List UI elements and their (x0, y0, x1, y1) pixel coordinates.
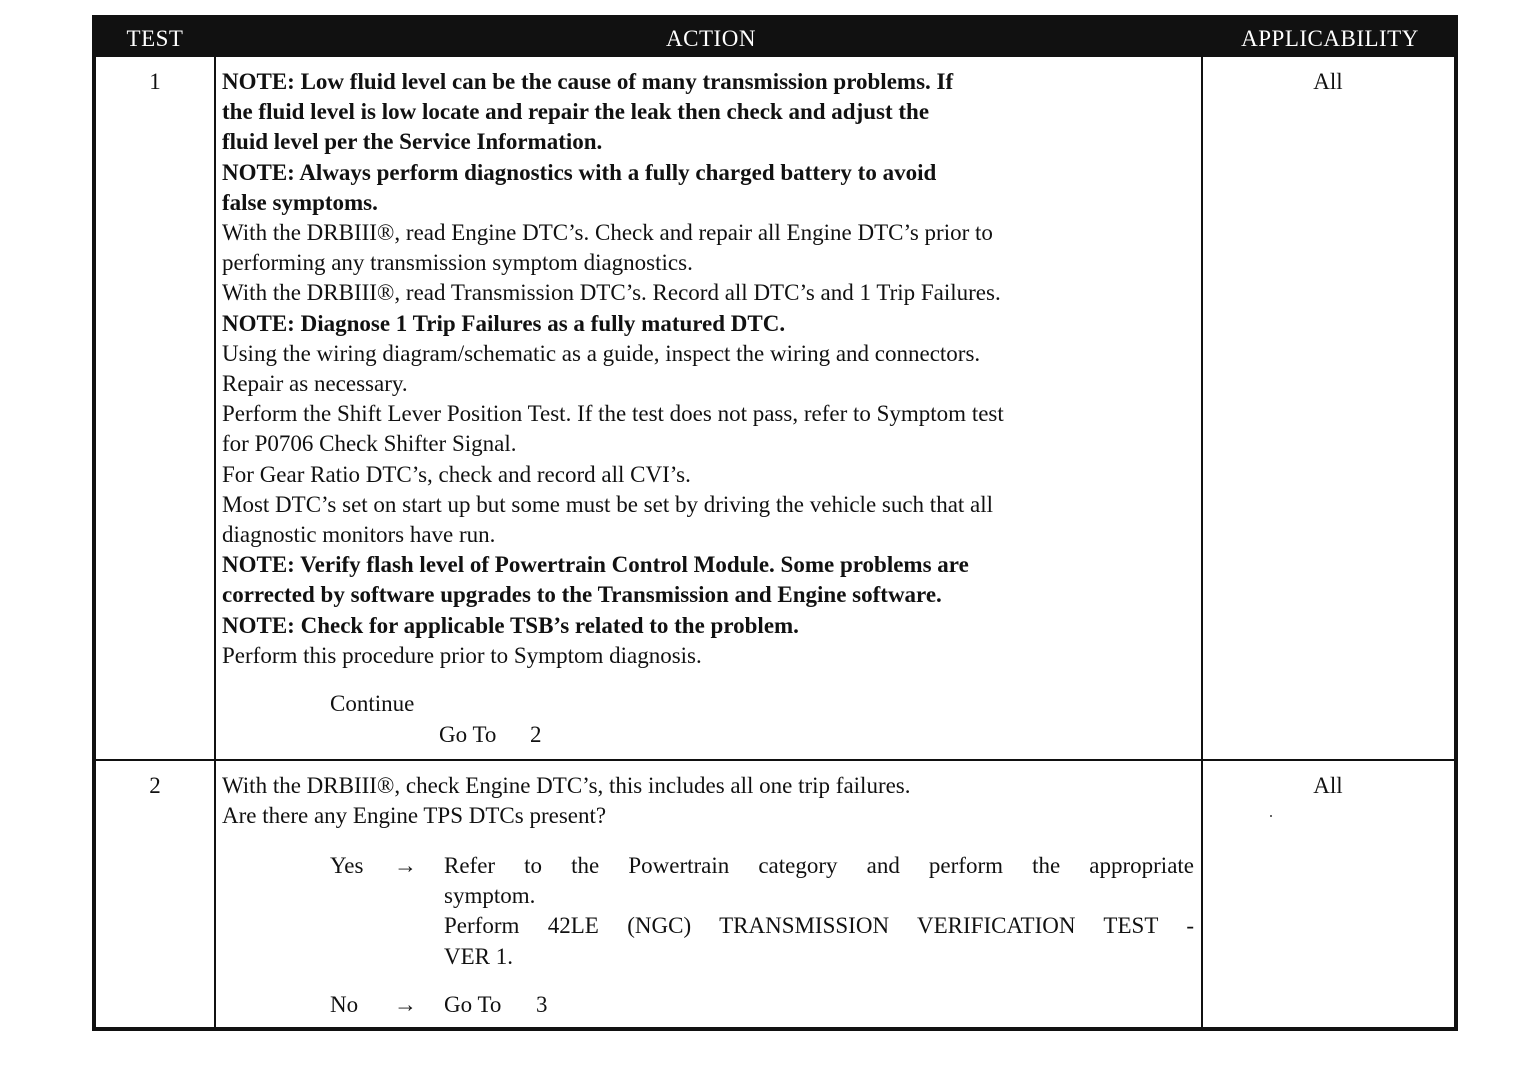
note-line: the fluid level is low locate and repair the leak then check and adjust the (222, 99, 930, 125)
yes-result (444, 851, 1194, 972)
continue-label: Continue (330, 691, 415, 716)
result-line: Perform 42LE (NGC) TRANSMISSION VERIFICATION TEST - (444, 913, 1194, 939)
instruction-line: With the DRBIII®, check Engine DTC’s, this includes all one trip failures. (222, 773, 911, 798)
note-line: false symptoms. (222, 189, 378, 215)
table-header (96, 19, 1454, 57)
test-number-1: 1 (149, 69, 161, 94)
instruction-line: diagnostic monitors have run. (222, 522, 496, 548)
note-line: NOTE: Check for applicable TSB’s related to the problem. (222, 612, 799, 638)
yes-label: Yes (330, 853, 364, 878)
instruction-line: With the DRBIII®, read Engine DTC’s. Check and repair all Engine DTC’s prior to (222, 220, 993, 246)
test-number-2: 2 (149, 773, 161, 798)
instruction-line: For Gear Ratio DTC’s, check and record all CVI’s. (222, 461, 691, 487)
instruction-line: Perform this procedure prior to Symptom diagnosis. (222, 642, 702, 668)
note-line: corrected by software upgrades to the Transmission and Engine software. (222, 582, 942, 608)
header-test: TEST (126, 26, 184, 51)
no-goto-label: Go To (444, 992, 502, 1017)
header-applicability: APPLICABILITY (1241, 26, 1419, 51)
diagnostic-table (92, 15, 1458, 1031)
result-line: symptom. (444, 883, 536, 909)
column-divider (214, 57, 216, 1031)
scan-speck (1270, 815, 1272, 817)
instruction-line: for P0706 Check Shifter Signal. (222, 431, 517, 457)
instruction-line: Using the wiring diagram/schematic as a guide, inspect the wiring and connectors. (222, 340, 981, 366)
no-label: No (330, 992, 359, 1017)
column-divider (1201, 57, 1203, 1031)
result-line: VER 1. (444, 943, 513, 969)
applicability-2: All (1313, 773, 1343, 798)
action-text-2 (222, 771, 1194, 831)
goto-target: 2 (530, 722, 542, 747)
note-line: fluid level per the Service Information. (222, 129, 603, 155)
header-action: ACTION (666, 26, 756, 51)
instruction-line: Perform the Shift Lever Position Test. If the test does not pass, refer to Symptom test (222, 401, 1004, 427)
result-line: Refer to the Powertrain category and perform the appropriate (444, 853, 1194, 878)
instruction-line: Repair as necessary. (222, 371, 408, 397)
note-line: NOTE: Diagnose 1 Trip Failures as a fully matured DTC. (222, 310, 786, 336)
note-line: NOTE: Always perform diagnostics with a fully charged battery to avoid (222, 159, 937, 185)
instruction-line: With the DRBIII®, read Transmission DTC’s. Record all DTC’s and 1 Trip Failures. (222, 280, 1001, 306)
instruction-line: performing any transmission symptom diagnostics. (222, 250, 693, 276)
arrow-icon: → (394, 853, 417, 878)
note-line: NOTE: Verify flash level of Powertrain Control Module. Some problems are (222, 552, 969, 578)
no-goto-target: 3 (536, 992, 548, 1017)
action-text-1 (222, 67, 1194, 671)
applicability-1: All (1313, 69, 1343, 94)
question-line: Are there any Engine TPS DTCs present? (222, 803, 607, 829)
instruction-line: Most DTC’s set on start up but some must be set by driving the vehicle such that all (222, 491, 994, 517)
arrow-icon: → (394, 992, 417, 1017)
row-divider (96, 759, 1454, 761)
note-line: NOTE: Low fluid level can be the cause of many transmission problems. If (222, 69, 954, 94)
goto-label: Go To (439, 722, 497, 747)
